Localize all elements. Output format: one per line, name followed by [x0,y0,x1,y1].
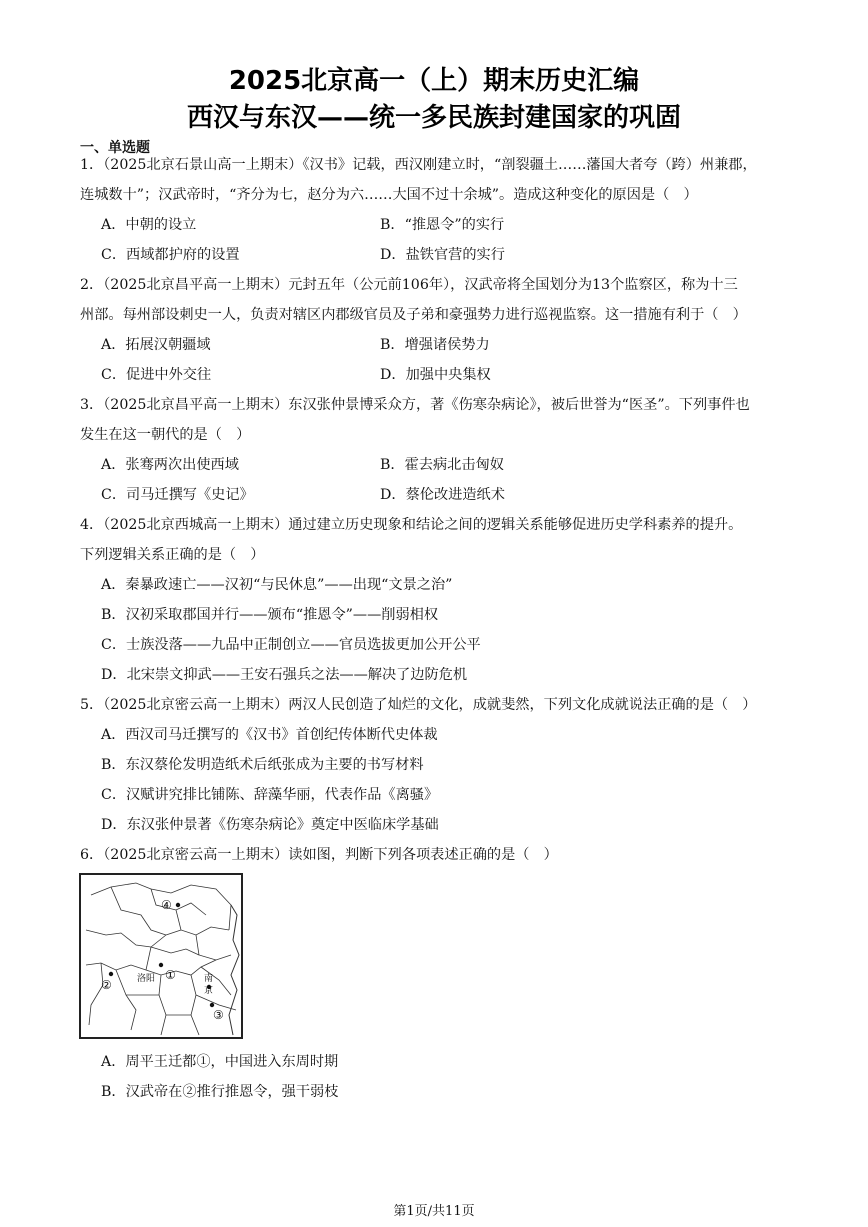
question-stem-line: 6．（2025北京密云高一上期末）读如图，判断下列各项表述正确的是（ ） [80,847,558,863]
map-city-luoyang: 洛阳 [137,974,156,984]
question-stem-line: 州部。每州部设刺史一人，负责对辖区内郡级官员及子弟和豪强势力进行巡视监察。这一措施有利于（ ） [80,307,747,323]
option-b: B．东汉蔡伦发明造纸术后纸张成为主要的书写材料 [101,757,424,773]
option-d: D．盐铁官营的实行 [380,247,505,263]
option-a: A．张骞两次出使西域 [101,457,239,473]
option-c: C．士族没落——九品中正制创立——官员选拔更加公开公平 [101,637,481,653]
option-a: A．西汉司马迁撰写的《汉书》首创纪传体断代史体裁 [101,727,438,743]
option-c: C．司马迁撰写《史记》 [101,487,254,503]
question-stem-line: 发生在这一朝代的是（ ） [80,427,251,443]
option-d: D．蔡伦改进造纸术 [380,487,505,503]
map-mark-1: ① [165,968,176,982]
option-d: D．北宋崇文抑武——王安石强兵之法——解决了边防危机 [101,667,468,683]
option-b: B．霍去病北击匈奴 [380,457,504,473]
option-a: A．秦暴政速亡——汉初“与民休息”——出现“文景之治” [101,577,453,593]
option-a: A．中朝的设立 [101,217,197,233]
map-labels [101,898,224,1022]
option-d: D．加强中央集权 [380,367,491,383]
map-drawing [81,875,241,1037]
question-stem-line: 连城数十”；汉武帝时，“齐分为七，赵分为六……大国不过十余城”。造成这种变化的原因是（ ） [80,187,698,203]
option-a: A．周平王迁都①，中国进入东周时期 [101,1054,339,1070]
document-subtitle: 西汉与东汉——统一多民族封建国家的巩固 [186,103,681,133]
option-d: D．东汉张仲景著《伤寒杂病论》奠定中医临床学基础 [101,817,439,833]
question-stem-line: 1．（2025北京石景山高一上期末）《汉书》记载，西汉刚建立时，“剖裂疆土……藩国大者夸（跨）州兼郡， [80,157,757,173]
question-stem-line: 3．（2025北京昌平高一上期末）东汉张仲景博采众方，著《伤寒杂病论》，被后世誉为“医圣”。下列事件也 [80,397,750,413]
document-title: 2025北京高一（上）期末历史汇编 [228,66,640,96]
option-b: B．汉初采取郡国并行——颁布“推恩令”——削弱相权 [101,607,439,623]
map-mark-3: ③ [213,1008,224,1022]
map-mark-4: ④ [161,898,172,912]
option-a: A．拓展汉朝疆域 [101,337,211,353]
option-c: C．西域都护府的设置 [101,247,240,263]
question-stem-line: 2．（2025北京昌平高一上期末）元封五年（公元前106年），汉武帝将全国划分为13个监察区，称为十三 [80,277,738,293]
option-c: C．汉赋讲究排比铺陈、辞藻华丽，代表作品《离骚》 [101,787,439,803]
question-stem-line: 下列逻辑关系正确的是（ ） [80,547,265,563]
section-heading: 一、单选题 [80,140,150,156]
map-city-jing: 京 [204,986,214,996]
map-mark-2: ② [101,978,112,992]
option-c: C．促进中外交往 [101,367,212,383]
option-b: B．增强诸侯势力 [380,337,490,353]
question-stem-line: 4．（2025北京西城高一上期末）通过建立历史现象和结论之间的逻辑关系能够促进历史学科素养的提升。 [80,517,743,533]
option-b: B．“推恩令”的实行 [380,217,505,233]
option-b: B．汉武帝在②推行推恩令，强干弱枝 [101,1084,339,1100]
historical-map-figure [79,873,243,1039]
map-city-nan: 南 [204,974,214,984]
question-stem-line: 5．（2025北京密云高一上期末）两汉人民创造了灿烂的文化，成就斐然，下列文化成就说法正确的是（ ） [80,697,757,713]
page-footer: 第1页/共11页 [393,1204,475,1219]
